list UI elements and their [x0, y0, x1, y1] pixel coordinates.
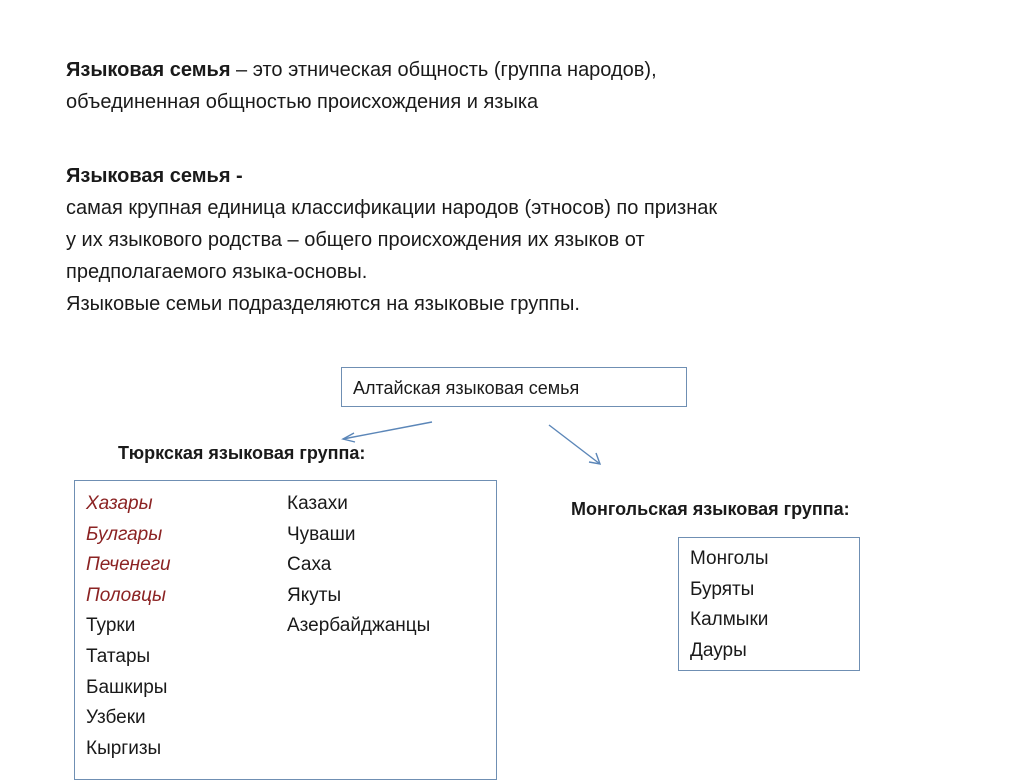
mongolic-peoples-box [678, 537, 860, 671]
people-item: Саха [287, 554, 332, 576]
people-item: Татары [86, 645, 151, 667]
turkic-column-1 [86, 489, 171, 764]
people-item: Якуты [287, 584, 342, 606]
turkic-group-heading: Тюркская языковая группа: [118, 443, 366, 463]
altaic-family-label: Алтайская языковая семья [353, 378, 580, 398]
turkic-peoples-box [74, 480, 497, 780]
people-item: Узбеки [86, 707, 146, 729]
historical-people: Булгары [86, 523, 163, 545]
people-item: Казахи [287, 493, 348, 514]
people-item: Калмыки [690, 609, 769, 631]
arrow-to-mongolic [549, 425, 600, 464]
people-item: Буряты [690, 578, 755, 600]
mongolic-column [690, 544, 769, 666]
historical-people: Половцы [86, 584, 166, 606]
people-item: Дауры [690, 639, 747, 661]
historical-people: Хазары [86, 493, 153, 514]
definition-2-line: Языковые семьи подразделяются на языковые группы. [66, 293, 580, 315]
people-item: Кыргизы [86, 737, 162, 759]
definition-1-text: – это этническая общность (группа народов), [230, 59, 657, 81]
definition-2-line: самая крупная единица классификации народов (этносов) по признак [66, 197, 718, 219]
arrow-to-turkic [343, 422, 432, 439]
people-item: Турки [86, 615, 136, 637]
historical-people: Печенеги [86, 554, 171, 576]
people-item: Башкиры [86, 676, 168, 698]
definition-1-term: Языковая семья [66, 59, 231, 81]
people-item: Чуваши [287, 523, 356, 545]
definition-2-term: Языковая семья - [66, 165, 243, 187]
turkic-column-2 [287, 489, 430, 642]
definition-2-line: предполагаемого языка-основы. [66, 261, 368, 283]
people-item: Азербайджанцы [287, 615, 431, 637]
definition-1-line-2: объединенная общностью происхождения и языка [66, 91, 539, 113]
mongolic-group-heading: Монгольская языковая группа: [571, 499, 850, 519]
definition-2-line: у их языкового родства – общего происхождения их языков от [66, 229, 645, 251]
altaic-family-box [341, 367, 687, 407]
people-item: Монголы [690, 548, 769, 569]
